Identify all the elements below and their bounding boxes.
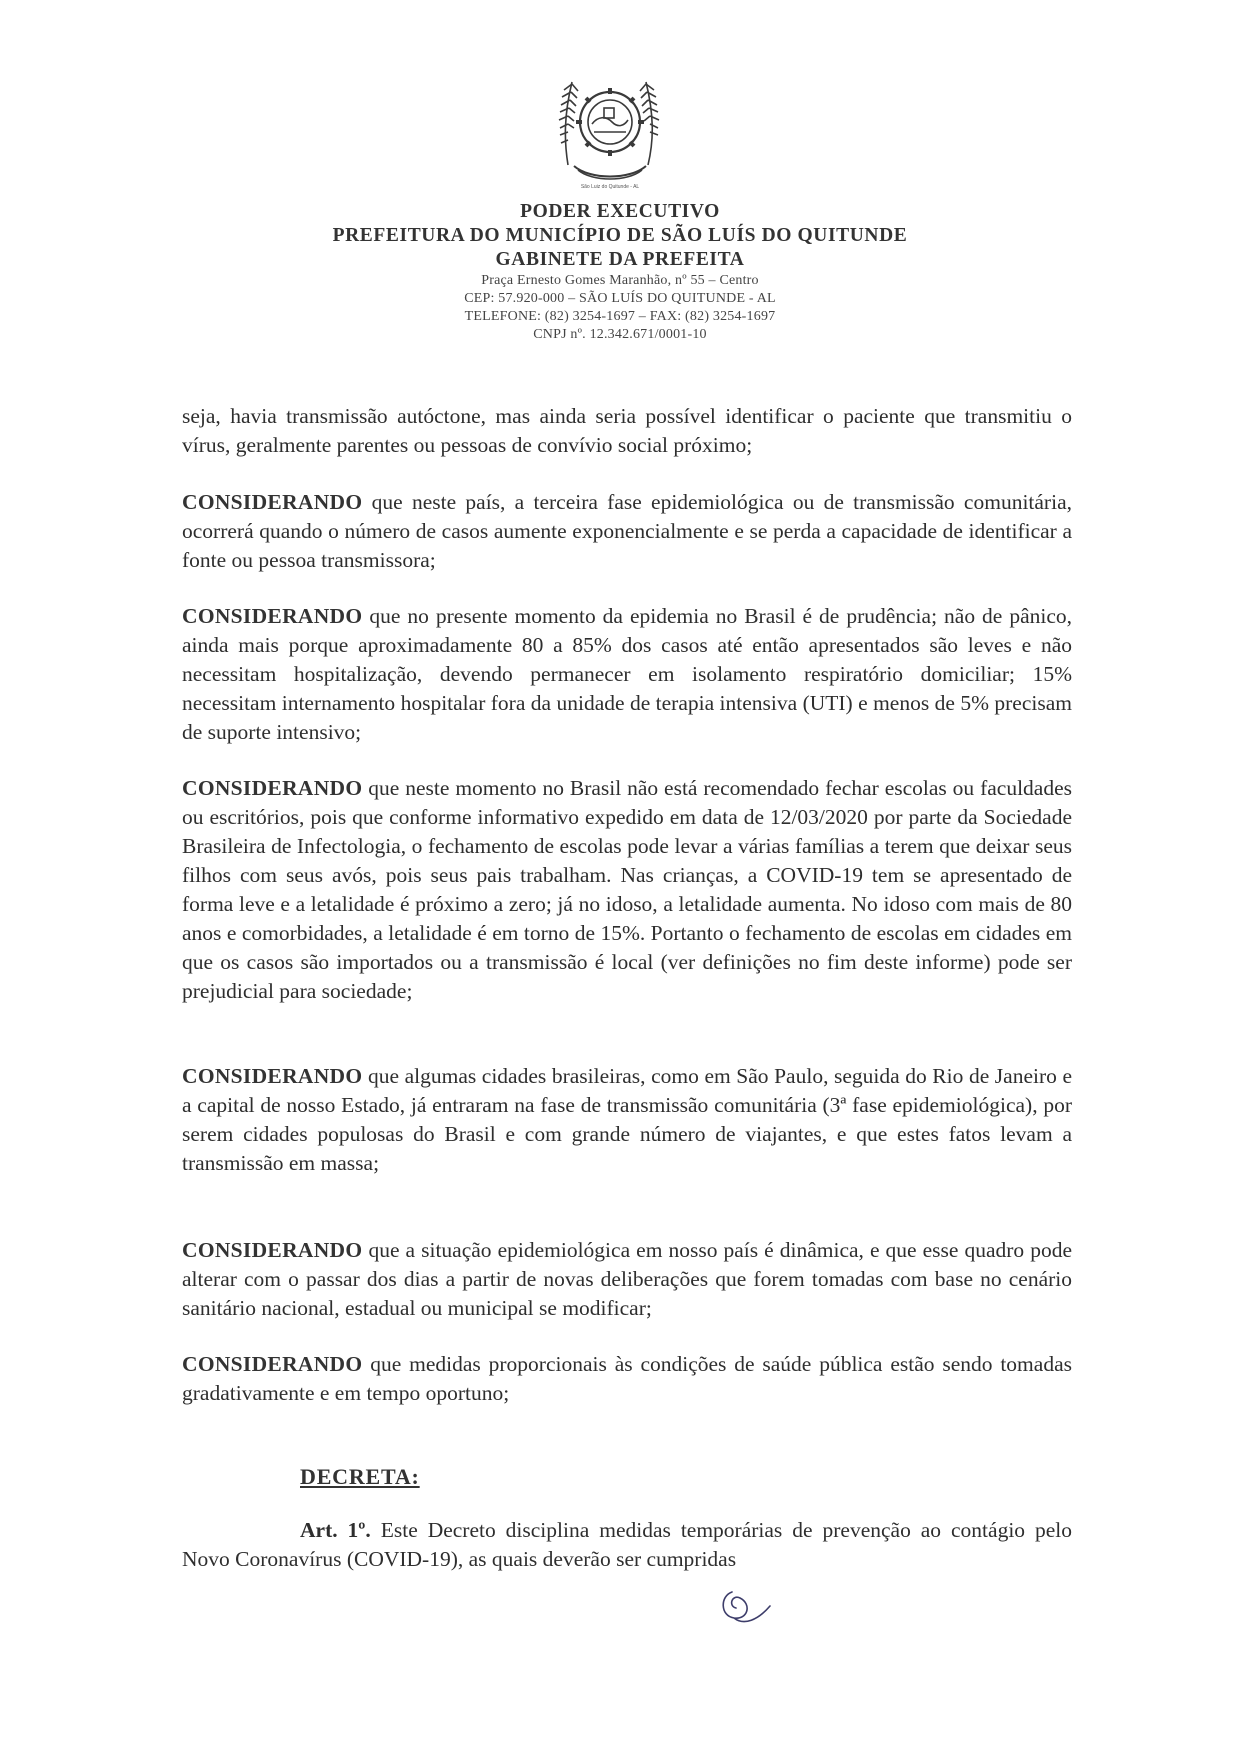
municipal-crest-icon <box>546 70 674 190</box>
considerando-keyword: CONSIDERANDO <box>182 1352 363 1376</box>
paragraph-text: que no presente momento da epidemia no Brasil é de prudência; não de pânico, ainda mais porque aproximadamente 80 a 85% dos casos até então apresentados são leves e não necessitam hospitalização, devendo permanecer em isolamento respiratório domiciliar; 15% necessitam internamento hospitalar fora da unidade de terapia intensiva (UTI) e menos de 5% precisam de suporte intensivo; <box>182 604 1072 744</box>
considerando-keyword: CONSIDERANDO <box>182 1238 363 1262</box>
considerando-paragraph-4 <box>182 1062 1072 1178</box>
paragraph-text: que algumas cidades brasileiras, como em São Paulo, seguida do Rio de Janeiro e a capital de nosso Estado, já entraram na fase de transmissão comunitária (3ª fase epidemiológica), por serem cidades populosas do Brasil e com grande número de viajantes, e que estes fatos levam a transmissão em massa; <box>182 1064 1072 1175</box>
article-1 <box>182 1516 1072 1574</box>
office-title: GABINETE DA PREFEITA <box>495 249 745 270</box>
paragraph-text: que neste momento no Brasil não está recomendado fechar escolas ou faculdades ou escritórios, pois que conforme informativo expedido em data de 12/03/2020 por parte da Sociedade Brasileira de Infectologia, o fechamento de escolas pode levar a várias famílias a terem que deixar seus filhos com seus avós, pois seus pais trabalham. Nas crianças, a COVID-19 tem se apresentado de forma leve e a letalidade é próximo a zero; já no idoso, a letalidade aumenta. No idoso com mais de 80 anos e comorbidades, a letalidade é em torno de 15%. Portanto o fechamento de escolas em cidades em que os casos são importados ou a transmissão é local (ver definições no fim deste informe) pode ser prejudicial para sociedade; <box>182 776 1072 1003</box>
considerando-paragraph-2 <box>182 602 1072 747</box>
cnpj-line: CNPJ nº. 12.342.671/0001-10 <box>533 327 707 342</box>
executive-power-title: PODER EXECUTIVO <box>520 201 720 222</box>
crest-caption: São Luiz do Quitunde - AL <box>580 184 640 190</box>
paragraph-text: que medidas proporcionais às condições de saúde pública estão sendo tomadas gradativamente e em tempo oportuno; <box>182 1352 1072 1405</box>
intro-paragraph <box>182 402 1072 460</box>
address-line: Praça Ernesto Gomes Maranhão, nº 55 – Centro <box>481 273 759 288</box>
decreta-heading: DECRETA: <box>300 1464 420 1489</box>
considerando-paragraph-6 <box>182 1350 1072 1408</box>
letterhead <box>0 200 1240 344</box>
considerando-keyword: CONSIDERANDO <box>182 776 363 800</box>
paragraph-text: seja, havia transmissão autóctone, mas ainda seria possível identificar o paciente que transmitiu o vírus, geralmente parentes ou pessoas de convívio social próximo; <box>182 404 1072 457</box>
phone-line: TELEFONE: (82) 3254-1697 – FAX: (82) 3254-1697 <box>464 309 776 324</box>
municipality-title: PREFEITURA DO MUNICÍPIO DE SÃO LUÍS DO QUITUNDE <box>332 225 908 246</box>
postal-line: CEP: 57.920-000 – SÃO LUÍS DO QUITUNDE - AL <box>464 291 776 306</box>
paragraph-text: que a situação epidemiológica em nosso país é dinâmica, e que esse quadro pode alterar com o passar dos dias a partir de novas deliberações que forem tomadas com base no cenário sanitário nacional, estadual ou municipal se modificar; <box>182 1238 1072 1320</box>
considerando-paragraph-1 <box>182 488 1072 575</box>
paragraph-text: que neste país, a terceira fase epidemiológica ou de transmissão comunitária, ocorrerá quando o número de casos aumente exponencialmente e se perda a capacidade de identificar a fonte ou pessoa transmissora; <box>182 490 1072 572</box>
considerando-paragraph-3 <box>182 774 1072 1006</box>
handwritten-initials-icon <box>714 1582 774 1630</box>
article-text: Este Decreto disciplina medidas temporárias de prevenção ao contágio pelo Novo Coronavírus (COVID-19), as quais deverão ser cumpridas <box>182 1518 1073 1571</box>
considerando-keyword: CONSIDERANDO <box>182 1064 363 1088</box>
considerando-keyword: CONSIDERANDO <box>182 490 363 514</box>
article-label: Art. 1º. <box>300 1518 371 1542</box>
considerando-paragraph-5 <box>182 1236 1072 1323</box>
considerando-keyword: CONSIDERANDO <box>182 604 363 628</box>
